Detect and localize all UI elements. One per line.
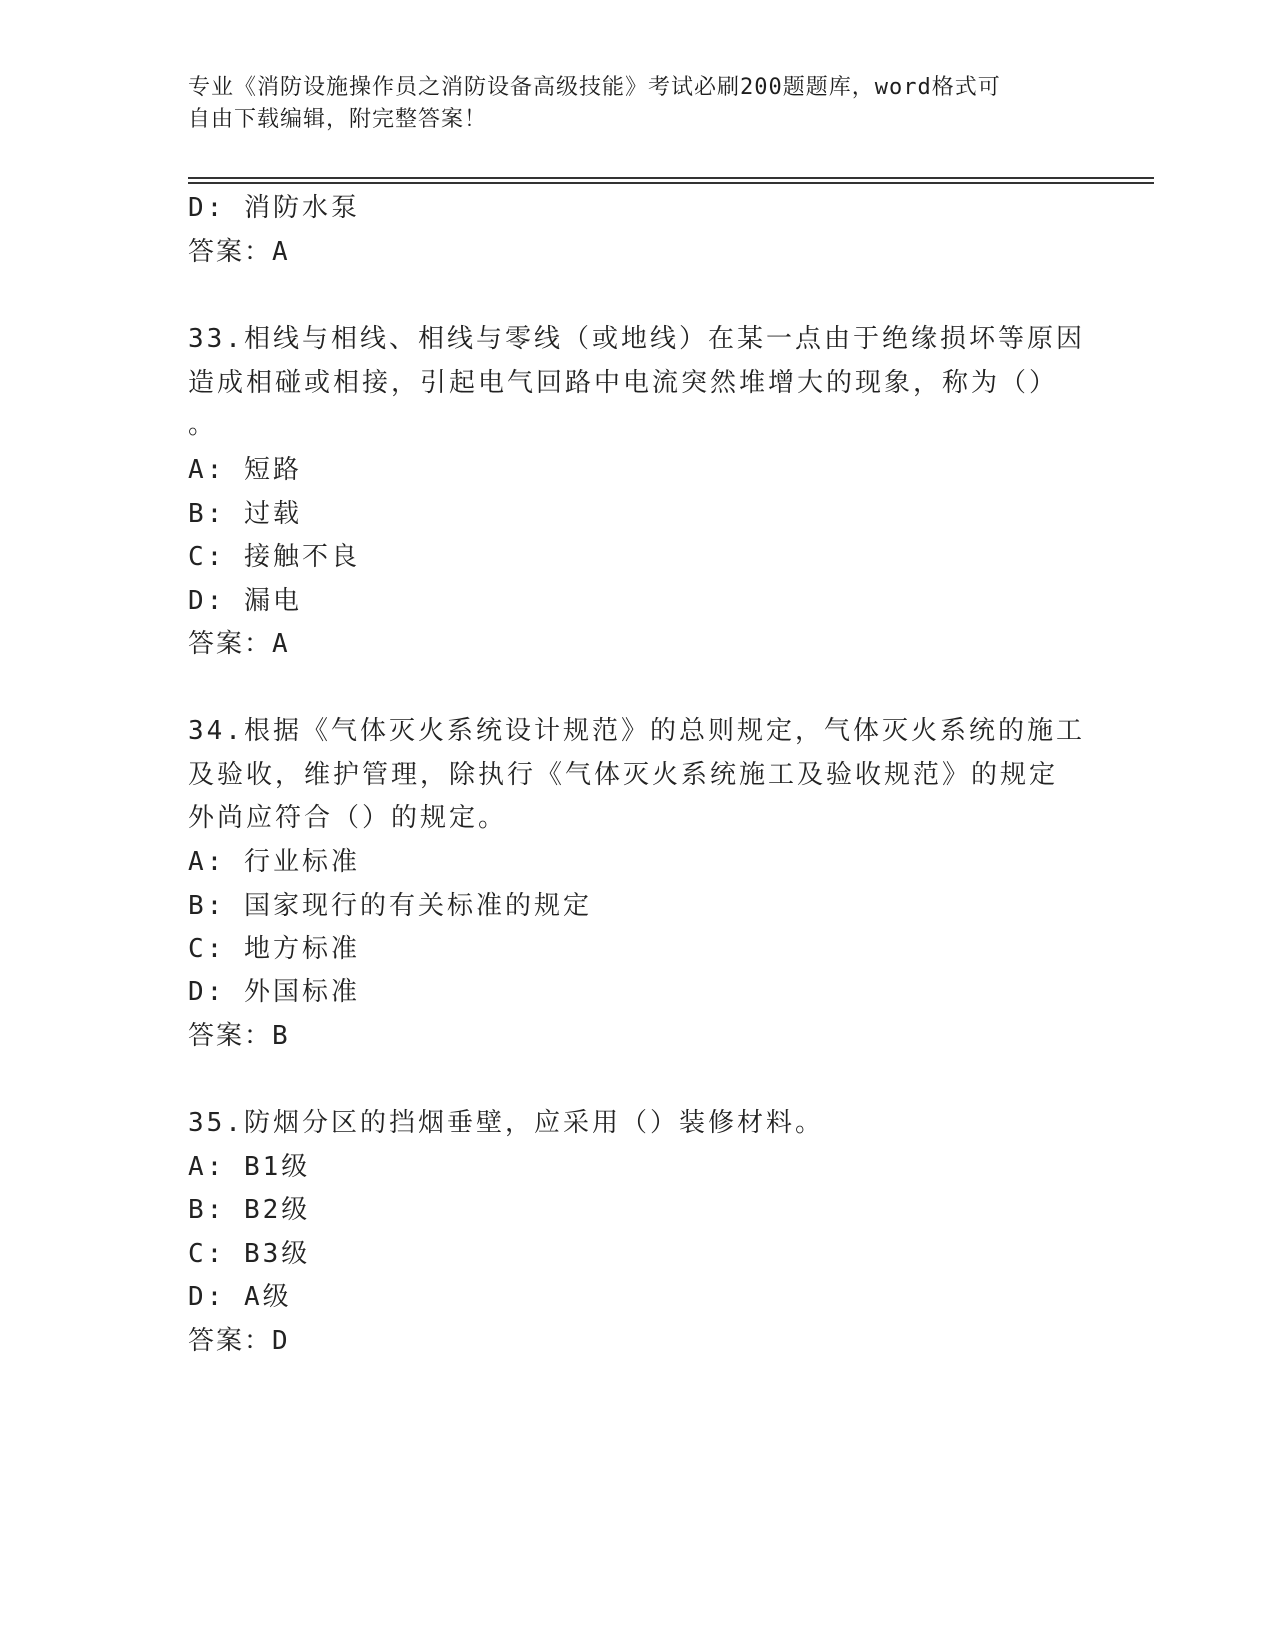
question-35-option-d: D: A级 — [188, 1282, 292, 1312]
prev-option-d: D: 消防水泵 — [188, 193, 360, 223]
question-35-option-b: B: B2级 — [188, 1195, 311, 1225]
question-33-stem-line-2: 造成相碰或相接，引起电气回路中电流突然堆增大的现象，称为（） — [188, 368, 1059, 398]
header-divider-bottom — [188, 182, 1154, 184]
question-34-option-c: C: 地方标准 — [188, 934, 360, 964]
prev-answer: 答案：A — [188, 237, 290, 267]
document-header — [188, 72, 1088, 136]
question-33-option-c: C: 接触不良 — [188, 542, 360, 572]
question-34-option-d: D: 外国标准 — [188, 977, 360, 1007]
header-line-1: 专业《消防设施操作员之消防设备高级技能》考试必刷200题题库，word格式可 — [188, 75, 1001, 100]
header-line-2: 自由下载编辑，附完整答案！ — [188, 107, 488, 132]
header-divider-top — [188, 177, 1154, 179]
question-35-stem-line-1: 35.防烟分区的挡烟垂壁，应采用（）装修材料。 — [188, 1108, 824, 1138]
question-34-answer: 答案：B — [188, 1021, 290, 1051]
question-34-stem-line-3: 外尚应符合（）的规定。 — [188, 803, 508, 833]
question-35-option-a: A: B1级 — [188, 1152, 311, 1182]
question-33-stem-line-1: 33.相线与相线、相线与零线（或地线）在某一点由于绝缘损坏等原因 — [188, 324, 1085, 354]
question-33-stem-line-3: 。 — [188, 410, 218, 440]
question-33-option-a: A: 短路 — [188, 455, 302, 485]
question-35-answer: 答案：D — [188, 1326, 290, 1356]
question-34-option-a: A: 行业标准 — [188, 847, 360, 877]
question-33-answer: 答案：A — [188, 629, 290, 659]
question-34-stem-line-1: 34.根据《气体灭火系统设计规范》的总则规定，气体灭火系统的施工 — [188, 716, 1085, 746]
question-34-stem-line-2: 及验收，维护管理，除执行《气体灭火系统施工及验收规范》的规定 — [188, 760, 1059, 790]
question-35-option-c: C: B3级 — [188, 1239, 311, 1269]
question-33-option-b: B: 过载 — [188, 499, 302, 529]
question-33-option-d: D: 漏电 — [188, 586, 302, 616]
question-34-option-b: B: 国家现行的有关标准的规定 — [188, 891, 592, 921]
